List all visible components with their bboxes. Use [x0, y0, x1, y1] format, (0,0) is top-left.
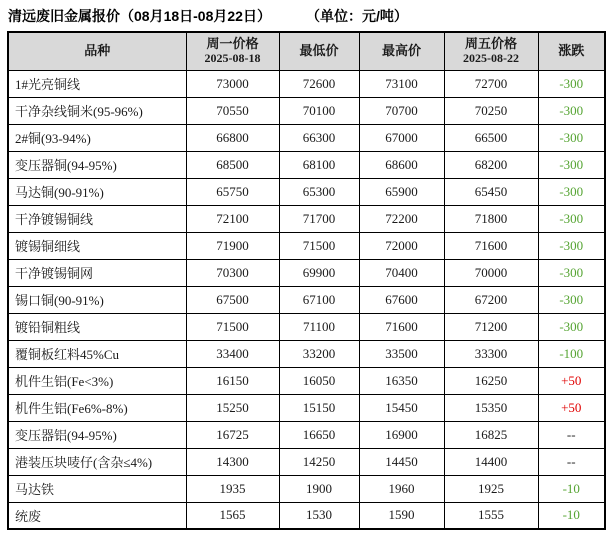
- page-title: 清远废旧金属报价（08月18日-08月22日）: [8, 8, 271, 24]
- lowest-price-cell: 16050: [279, 367, 359, 394]
- variety-cell: 干净镀锡铜网: [8, 259, 186, 286]
- col-header-highest-label: 最高价: [381, 42, 421, 58]
- lowest-price-cell: 71100: [279, 313, 359, 340]
- table-row: [8, 421, 605, 448]
- friday-price-cell: 33300: [444, 340, 538, 367]
- table-row: [8, 259, 605, 286]
- friday-price-cell: 70000: [444, 259, 538, 286]
- col-header-friday-label: 周五价格: [464, 35, 517, 51]
- friday-price-cell: 68200: [444, 151, 538, 178]
- col-header-lowest-label: 最低价: [299, 42, 339, 58]
- highest-price-cell: 65900: [359, 178, 444, 205]
- monday-price-cell: 68500: [186, 151, 279, 178]
- lowest-price-cell: 1530: [279, 502, 359, 529]
- change-cell: -300: [538, 313, 605, 340]
- table-row: [8, 367, 605, 394]
- lowest-price-cell: 15150: [279, 394, 359, 421]
- highest-price-cell: 72000: [359, 232, 444, 259]
- col-header-friday-price: [444, 32, 538, 70]
- lowest-price-cell: 71500: [279, 232, 359, 259]
- monday-price-cell: 65750: [186, 178, 279, 205]
- change-cell: -300: [538, 286, 605, 313]
- variety-cell: 1#光亮铜线: [8, 70, 186, 97]
- monday-price-cell: 73000: [186, 70, 279, 97]
- highest-price-cell: 15450: [359, 394, 444, 421]
- table-row: [8, 151, 605, 178]
- title-row: [8, 6, 610, 26]
- col-header-lowest: [279, 32, 359, 70]
- friday-price-cell: 16250: [444, 367, 538, 394]
- lowest-price-cell: 16650: [279, 421, 359, 448]
- variety-cell: 镀锡铜细线: [8, 232, 186, 259]
- col-header-variety: [8, 32, 186, 70]
- lowest-price-cell: 67100: [279, 286, 359, 313]
- col-header-friday-date: 2025-08-22: [463, 50, 519, 65]
- table-row: [8, 286, 605, 313]
- header-row: [8, 32, 605, 70]
- monday-price-cell: 70300: [186, 259, 279, 286]
- change-cell: -300: [538, 70, 605, 97]
- highest-price-cell: 67000: [359, 124, 444, 151]
- table-row: [8, 124, 605, 151]
- variety-cell: 港装压块唛仔(含杂≤4%): [8, 448, 186, 475]
- table-row: [8, 205, 605, 232]
- lowest-price-cell: 1900: [279, 475, 359, 502]
- friday-price-cell: 71800: [444, 205, 538, 232]
- lowest-price-cell: 72600: [279, 70, 359, 97]
- change-cell: -300: [538, 97, 605, 124]
- highest-price-cell: 73100: [359, 70, 444, 97]
- friday-price-cell: 72700: [444, 70, 538, 97]
- variety-cell: 机件生铝(Fe6%-8%): [8, 394, 186, 421]
- lowest-price-cell: 33200: [279, 340, 359, 367]
- friday-price-cell: 67200: [444, 286, 538, 313]
- col-header-change: [538, 32, 605, 70]
- monday-price-cell: 16150: [186, 367, 279, 394]
- table-row: [8, 475, 605, 502]
- col-header-monday-date: 2025-08-18: [204, 50, 261, 65]
- variety-cell: 覆铜板红料45%Cu: [8, 340, 186, 367]
- variety-cell: 干净镀锡铜线: [8, 205, 186, 232]
- highest-price-cell: 71600: [359, 313, 444, 340]
- table-row: [8, 178, 605, 205]
- variety-cell: 变压器铝(94-95%): [8, 421, 186, 448]
- table-row: [8, 394, 605, 421]
- table-row: [8, 340, 605, 367]
- lowest-price-cell: 68100: [279, 151, 359, 178]
- lowest-price-cell: 66300: [279, 124, 359, 151]
- variety-cell: 锡口铜(90-91%): [8, 286, 186, 313]
- friday-price-cell: 16825: [444, 421, 538, 448]
- table-row: [8, 448, 605, 475]
- highest-price-cell: 14450: [359, 448, 444, 475]
- friday-price-cell: 1555: [444, 502, 538, 529]
- col-header-highest: [359, 32, 444, 70]
- change-cell: --: [538, 421, 605, 448]
- friday-price-cell: 1925: [444, 475, 538, 502]
- col-header-change-label: 涨跌: [558, 42, 585, 58]
- monday-price-cell: 14300: [186, 448, 279, 475]
- change-cell: +50: [538, 367, 605, 394]
- change-cell: -300: [538, 205, 605, 232]
- monday-price-cell: 66800: [186, 124, 279, 151]
- col-header-monday-price: [186, 32, 279, 70]
- table-row: [8, 502, 605, 529]
- friday-price-cell: 65450: [444, 178, 538, 205]
- variety-cell: 干净杂线铜米(95-96%): [8, 97, 186, 124]
- highest-price-cell: 68600: [359, 151, 444, 178]
- monday-price-cell: 33400: [186, 340, 279, 367]
- variety-cell: 变压器铜(94-95%): [8, 151, 186, 178]
- variety-cell: 镀铅铜粗线: [8, 313, 186, 340]
- monday-price-cell: 1565: [186, 502, 279, 529]
- change-cell: +50: [538, 394, 605, 421]
- change-cell: --: [538, 448, 605, 475]
- variety-cell: 马达铜(90-91%): [8, 178, 186, 205]
- table-row: [8, 313, 605, 340]
- change-cell: -300: [538, 259, 605, 286]
- friday-price-cell: 66500: [444, 124, 538, 151]
- monday-price-cell: 71500: [186, 313, 279, 340]
- change-cell: -300: [538, 124, 605, 151]
- friday-price-cell: 15350: [444, 394, 538, 421]
- variety-cell: 2#铜(93-94%): [8, 124, 186, 151]
- variety-cell: 统废: [8, 502, 186, 529]
- change-cell: -10: [538, 502, 605, 529]
- monday-price-cell: 15250: [186, 394, 279, 421]
- table-row: [8, 232, 605, 259]
- highest-price-cell: 72200: [359, 205, 444, 232]
- monday-price-cell: 70550: [186, 97, 279, 124]
- highest-price-cell: 16350: [359, 367, 444, 394]
- highest-price-cell: 16900: [359, 421, 444, 448]
- unit-label: （单位：元/吨）: [312, 8, 408, 24]
- change-cell: -300: [538, 151, 605, 178]
- change-cell: -100: [538, 340, 605, 367]
- friday-price-cell: 14400: [444, 448, 538, 475]
- friday-price-cell: 71600: [444, 232, 538, 259]
- lowest-price-cell: 70100: [279, 97, 359, 124]
- col-header-variety-label: 品种: [84, 42, 111, 58]
- variety-cell: 机件生铝(Fe<3%): [8, 367, 186, 394]
- friday-price-cell: 71200: [444, 313, 538, 340]
- monday-price-cell: 71900: [186, 232, 279, 259]
- highest-price-cell: 70700: [359, 97, 444, 124]
- table-row: [8, 70, 605, 97]
- lowest-price-cell: 69900: [279, 259, 359, 286]
- table-row: [8, 97, 605, 124]
- lowest-price-cell: 14250: [279, 448, 359, 475]
- monday-price-cell: 16725: [186, 421, 279, 448]
- monday-price-cell: 67500: [186, 286, 279, 313]
- highest-price-cell: 1960: [359, 475, 444, 502]
- price-table: [7, 31, 606, 530]
- highest-price-cell: 67600: [359, 286, 444, 313]
- change-cell: -300: [538, 232, 605, 259]
- lowest-price-cell: 71700: [279, 205, 359, 232]
- highest-price-cell: 1590: [359, 502, 444, 529]
- lowest-price-cell: 65300: [279, 178, 359, 205]
- variety-cell: 马达铁: [8, 475, 186, 502]
- friday-price-cell: 70250: [444, 97, 538, 124]
- change-cell: -10: [538, 475, 605, 502]
- monday-price-cell: 1935: [186, 475, 279, 502]
- highest-price-cell: 70400: [359, 259, 444, 286]
- monday-price-cell: 72100: [186, 205, 279, 232]
- change-cell: -300: [538, 178, 605, 205]
- col-header-monday-label: 周一价格: [206, 35, 259, 51]
- highest-price-cell: 33500: [359, 340, 444, 367]
